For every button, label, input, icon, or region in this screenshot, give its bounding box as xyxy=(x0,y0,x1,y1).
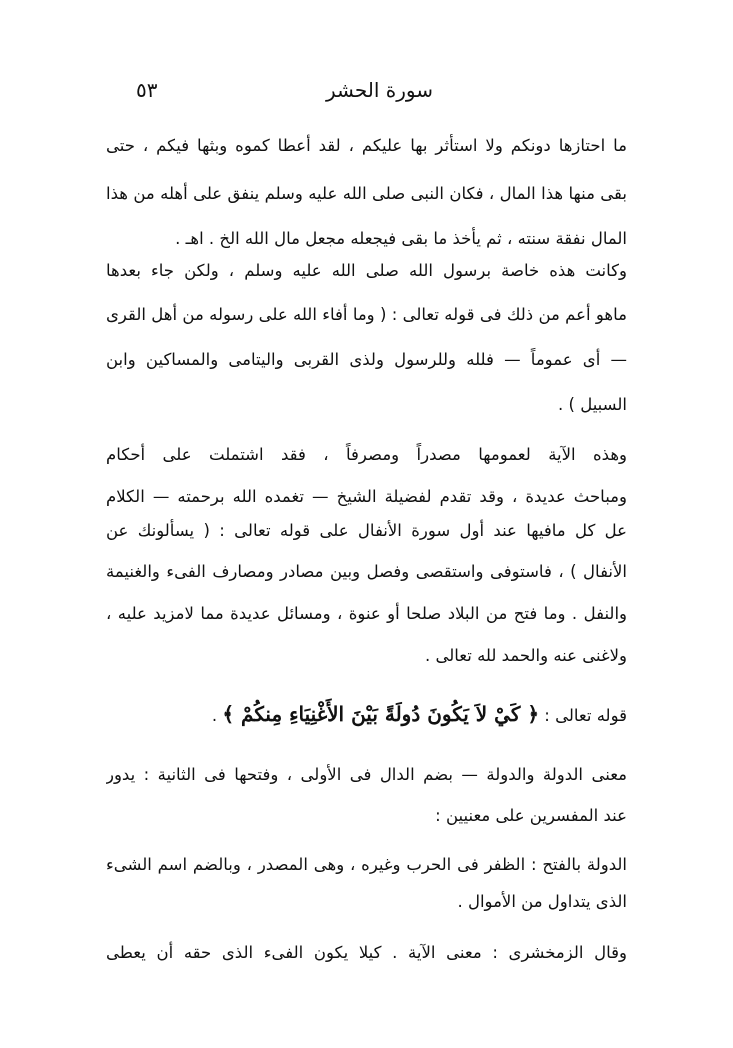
text-line: وهذه الآية لعمومها مصدراً ومصرفاً ، فقد اشتملت على أحكام xyxy=(106,445,627,464)
text-line: عند المفسرين على معنيين : xyxy=(435,806,627,825)
text-line: والنفل . وما فتح من البلاد صلحا أو عنوة ، ومسائل عديدة مما لامزيد عليه ، xyxy=(106,604,627,623)
text-line: الذى يتداول من الأموال . xyxy=(457,892,627,911)
text-line: ومباحث عديدة ، وقد تقدم لفضيلة الشيخ — تغمده الله برحمته — الكلام xyxy=(106,487,627,506)
text-line: — أى عموماً — فلله وللرسول ولذى القربى واليتامى والمساكين وابن xyxy=(106,350,627,369)
quote-prefix: قوله تعالى : xyxy=(544,706,627,725)
surah-title: سورة الحشر xyxy=(325,78,433,102)
text-line: الدولة بالفتح : الظفر فى الحرب وغيره ، وهى المصدر ، وبالضم اسم الشىء xyxy=(106,855,627,874)
quran-quote xyxy=(106,697,627,731)
quran-ayah: ﴿ كَيْ لاَ يَكُونَ دُولَةً بَيْنَ الأَغْنِيَاءِ مِنكُمْ ﴾ xyxy=(222,702,540,726)
text-line: وقال الزمخشرى : معنى الآية . كيلا يكون الفىء الذى حقه أن يعطى xyxy=(106,943,627,962)
text-line: المال نفقة سنته ، ثم يأخذ ما بقى فيجعله مجعل مال الله الخ . اهـ . xyxy=(175,229,627,248)
text-line: بقى منها هذا المال ، فكان النبى صلى الله عليه وسلم ينفق على أهله من هذا xyxy=(106,184,627,203)
page-number: ٥٣ xyxy=(136,78,158,102)
text-line: معنى الدولة والدولة — بضم الدال فى الأولى ، وفتحها فى الثانية : يدور xyxy=(106,765,627,784)
text-line: ولاغنى عنه والحمد لله تعالى . xyxy=(424,646,627,665)
text-line: الأنفال ) ، فاستوفى واستقصى وفصل وبين مصادر ومصارف الفىء والغنيمة xyxy=(106,562,627,581)
page-header xyxy=(100,78,633,108)
text-line: ماهو أعم من ذلك فى قوله تعالى : ( وما أفاء الله على رسوله من أهل القرى xyxy=(106,305,627,324)
quote-suffix: . xyxy=(211,706,218,725)
text-line: ما احتازها دونكم ولا استأثر بها عليكم ، لقد أعطا كموه وبثها فيكم ، حتى xyxy=(106,136,627,155)
text-line: السبيل ) . xyxy=(558,395,627,414)
text-line: عل كل مافيها عند أول سورة الأنفال على قوله تعالى : ( يسألونك عن xyxy=(106,521,627,540)
text-line: وكانت هذه خاصة برسول الله صلى الله عليه وسلم ، ولكن جاء بعدها xyxy=(106,261,627,280)
